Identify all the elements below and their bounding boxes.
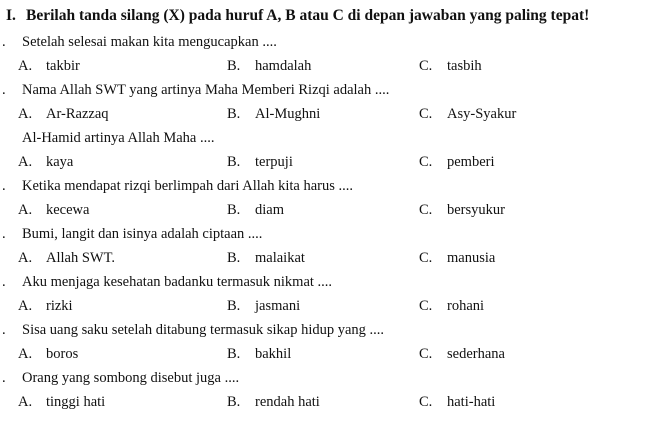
option-a[interactable]: A. Ar-Razzaq (18, 106, 109, 122)
question-4 (0, 178, 672, 226)
question-3 (0, 130, 672, 178)
option-c[interactable]: C. tasbih (419, 58, 482, 74)
section-number: I. (6, 7, 16, 24)
question-stem: . Ketika mendapat rizqi berlimpah dari Allah kita harus .... (2, 178, 353, 194)
option-b[interactable]: B. bakhil (227, 346, 292, 362)
option-a[interactable]: A. Allah SWT. (18, 250, 115, 266)
question-stem: . Nama Allah SWT yang artinya Maha Memberi Rizqi adalah .... (2, 82, 390, 98)
option-b[interactable]: B. hamdalah (227, 58, 312, 74)
question-6 (0, 274, 672, 322)
option-a[interactable]: A. takbir (18, 58, 80, 74)
option-a[interactable]: A. tinggi hati (18, 394, 106, 410)
option-a[interactable]: A. kecewa (18, 202, 90, 218)
option-c[interactable]: C. manusia (419, 250, 496, 266)
question-stem: . Setelah selesai makan kita mengucapkan .... (2, 34, 277, 50)
question-stem: . Bumi, langit dan isinya adalah ciptaan .... (2, 226, 263, 242)
question-8 (0, 370, 672, 418)
option-c[interactable]: C. rohani (419, 298, 485, 314)
option-c[interactable]: C. hati-hati (419, 394, 496, 410)
section-instruction: Berilah tanda silang (X) pada huruf A, B atau C di depan jawaban yang paling tepat! (26, 7, 590, 24)
option-c[interactable]: C. pemberi (419, 154, 495, 170)
option-b[interactable]: B. terpuji (227, 154, 293, 170)
option-b[interactable]: B. rendah hati (227, 394, 320, 410)
question-1 (0, 34, 672, 82)
option-c[interactable]: C. sederhana (419, 346, 505, 362)
question-stem: Al-Hamid artinya Allah Maha .... (22, 130, 215, 146)
question-stem: . Orang yang sombong disebut juga .... (2, 370, 240, 386)
section-heading (6, 7, 589, 25)
option-b[interactable]: B. malaikat (227, 250, 305, 266)
option-b[interactable]: B. jasmani (227, 298, 301, 314)
option-b[interactable]: B. Al-Mughni (227, 106, 321, 122)
option-c[interactable]: C. Asy-Syakur (419, 106, 517, 122)
question-7 (0, 322, 672, 370)
question-stem: . Aku menjaga kesehatan badanku termasuk nikmat .... (2, 274, 333, 290)
question-2 (0, 82, 672, 130)
option-a[interactable]: A. kaya (18, 154, 74, 170)
option-c[interactable]: C. bersyukur (419, 202, 505, 218)
option-a[interactable]: A. boros (18, 346, 79, 362)
option-a[interactable]: A. rizki (18, 298, 73, 314)
question-stem: . Sisa uang saku setelah ditabung termasuk sikap hidup yang .... (2, 322, 385, 338)
question-5 (0, 226, 672, 274)
option-b[interactable]: B. diam (227, 202, 284, 218)
